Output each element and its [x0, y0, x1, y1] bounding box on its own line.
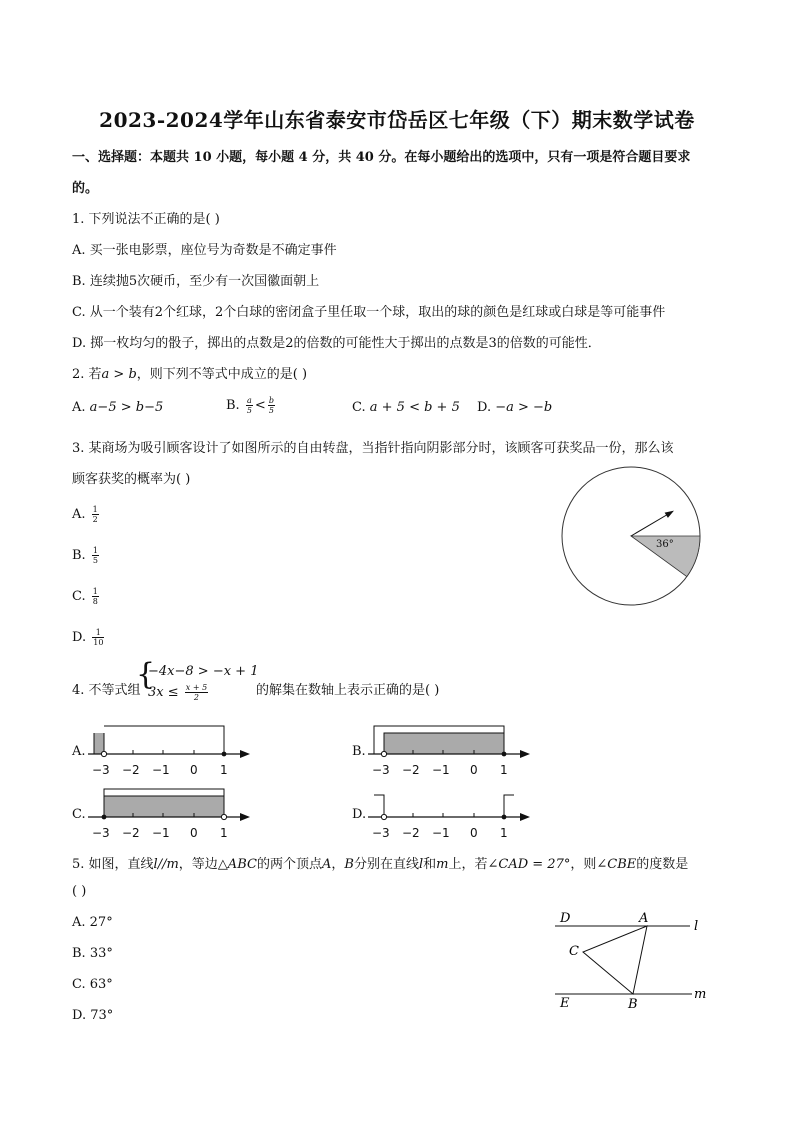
- numberline-d-tick-label: 1: [500, 826, 508, 840]
- numberline-c-shade: [104, 796, 224, 817]
- numberline-b-shade: [384, 733, 504, 754]
- q5-figure: [550, 906, 720, 1014]
- q4-brace: {: [136, 657, 156, 692]
- numberline-d-tick-label: 0: [470, 826, 478, 840]
- q4-option-c-label: C.: [72, 807, 86, 822]
- numberline-d-tick-label: −3: [372, 826, 390, 840]
- numberline-c-tick-label: −1: [152, 826, 170, 840]
- label-d: D: [560, 911, 571, 926]
- numberline-b: [368, 722, 538, 778]
- q5-option-b: B. 33°: [72, 946, 113, 961]
- numberline-b-tick-label: −1: [432, 763, 450, 777]
- q4-stem-post: 的解集在数轴上表示正确的是( ): [256, 683, 440, 698]
- q3-stem-line2: 顾客获奖的概率为( ): [72, 472, 191, 487]
- numberline-d-tick-label: −1: [432, 826, 450, 840]
- q3-option-b: B. $\frac{1}{5}$: [72, 546, 98, 565]
- q1-stem: 1. 下列说法不正确的是( ): [72, 212, 220, 227]
- numberline-c-closed-point: [102, 815, 107, 820]
- q5-stem-line2: ( ): [72, 884, 87, 899]
- numberline-b-tick-label: −3: [372, 763, 390, 777]
- numberline-a-tick-label: 0: [190, 763, 198, 777]
- numberline-c-tick-label: 1: [220, 826, 228, 840]
- numberline-a-closed-point: [222, 752, 227, 757]
- q1-option-c: C. 从一个装有2个红球，2个白球的密闭盒子里任取一个球，取出的球的颜色是红球或白球是等可能事件: [72, 305, 666, 320]
- q2-option-d: D. −a > −b: [477, 400, 553, 415]
- q3-stem-line1: 3. 某商场为吸引顾客设计了如图所示的自由转盘，当指针指向阴影部分时，该顾客可获奖品一份，那么该: [72, 441, 674, 456]
- q5-stem: 5. 如图，直线l//m，等边△ABC的两个顶点A，B分别在直线l和m上，若∠CAD = 27°，则∠CBE的度数是: [72, 857, 689, 872]
- numberline-c-tick-label: 0: [190, 826, 198, 840]
- q3-option-c: C. $\frac{1}{8}$: [72, 587, 98, 606]
- numberline-c-open-point: [221, 814, 226, 819]
- q5-option-d: D. 73°: [72, 1008, 114, 1023]
- numberline-c-tick-label: −3: [92, 826, 110, 840]
- numberline-a-tick-label: −1: [152, 763, 170, 777]
- label-e: E: [560, 996, 570, 1011]
- label-l: l: [694, 919, 699, 934]
- numberline-b-tick-label: −2: [402, 763, 420, 777]
- q4-option-a-label: A.: [72, 744, 86, 759]
- label-a: A: [639, 911, 649, 926]
- q2-option-a: A. a−5 > b−5: [72, 400, 164, 415]
- numberline-a-open-point: [101, 751, 106, 756]
- q4-option-b-label: B.: [352, 744, 366, 759]
- numberline-a: [88, 722, 258, 778]
- q2-stem: 2. 若a > b，则下列不等式中成立的是( ): [72, 367, 308, 382]
- q1-option-b: B. 连续抛5次硬币，至少有一次国徽面朝上: [72, 274, 320, 289]
- numberline-c: [88, 785, 258, 841]
- numberline-b-tick-label: 0: [470, 763, 478, 777]
- numberline-a-tick-label: −2: [122, 763, 140, 777]
- numberline-a-tick-label: 1: [220, 763, 228, 777]
- numberline-b-open-point: [381, 751, 386, 756]
- numberline-d: [368, 785, 538, 841]
- q4-ineq1: −4x−8 > −x + 1: [148, 664, 259, 679]
- spinner-figure: [560, 465, 702, 607]
- section-heading-line2: 的。: [72, 181, 99, 196]
- q1-option-d: D. 掷一枚均匀的骰子，掷出的点数是2的倍数的可能性大于掷出的点数是3的倍数的可能性．: [72, 336, 601, 351]
- numberline-b-tick-label: 1: [500, 763, 508, 777]
- numberline-d-open-point: [381, 814, 386, 819]
- numberline-a-tick-label: −3: [92, 763, 110, 777]
- q5-option-a: A. 27°: [72, 915, 113, 930]
- q2-option-c: C. a + 5 < b + 5: [352, 400, 460, 415]
- spinner-angle-label: 36°: [656, 539, 674, 550]
- numberline-a-shade: [94, 733, 104, 754]
- label-c: C: [569, 944, 579, 959]
- numberline-b-closed-point: [502, 752, 507, 757]
- q1-option-a: A. 买一张电影票，座位号为奇数是不确定事件: [72, 243, 337, 258]
- numberline-c-tick-label: −2: [122, 826, 140, 840]
- q4-stem-pre: 4. 不等式组: [72, 683, 141, 698]
- q3-option-d: D. $\frac{1}{10}$: [72, 628, 104, 647]
- q3-option-a: A. $\frac{1}{2}$: [72, 505, 98, 524]
- page-title: 2023-2024学年山东省泰安市岱岳区七年级（下）期末数学试卷: [99, 108, 695, 132]
- label-m: m: [694, 987, 707, 1002]
- q5-option-c: C. 63°: [72, 977, 113, 992]
- numberline-d-closed-point: [502, 815, 507, 820]
- section-heading-line1: 一、选择题：本题共 10 小题，每小题 4 分，共 40 分。在每小题给出的选项中，只有一项是符合题目要求: [72, 150, 691, 165]
- q2-option-b: B. $\frac{a}{5}$ < $\frac{b}{5}$: [226, 396, 274, 415]
- q4-ineq2: 3x ≤ $\frac{x + 5}{2}$: [148, 683, 208, 702]
- label-b: B: [628, 997, 638, 1012]
- q4-option-d-label: D.: [352, 807, 367, 822]
- numberline-d-tick-label: −2: [402, 826, 420, 840]
- triangle-abc: [583, 926, 647, 994]
